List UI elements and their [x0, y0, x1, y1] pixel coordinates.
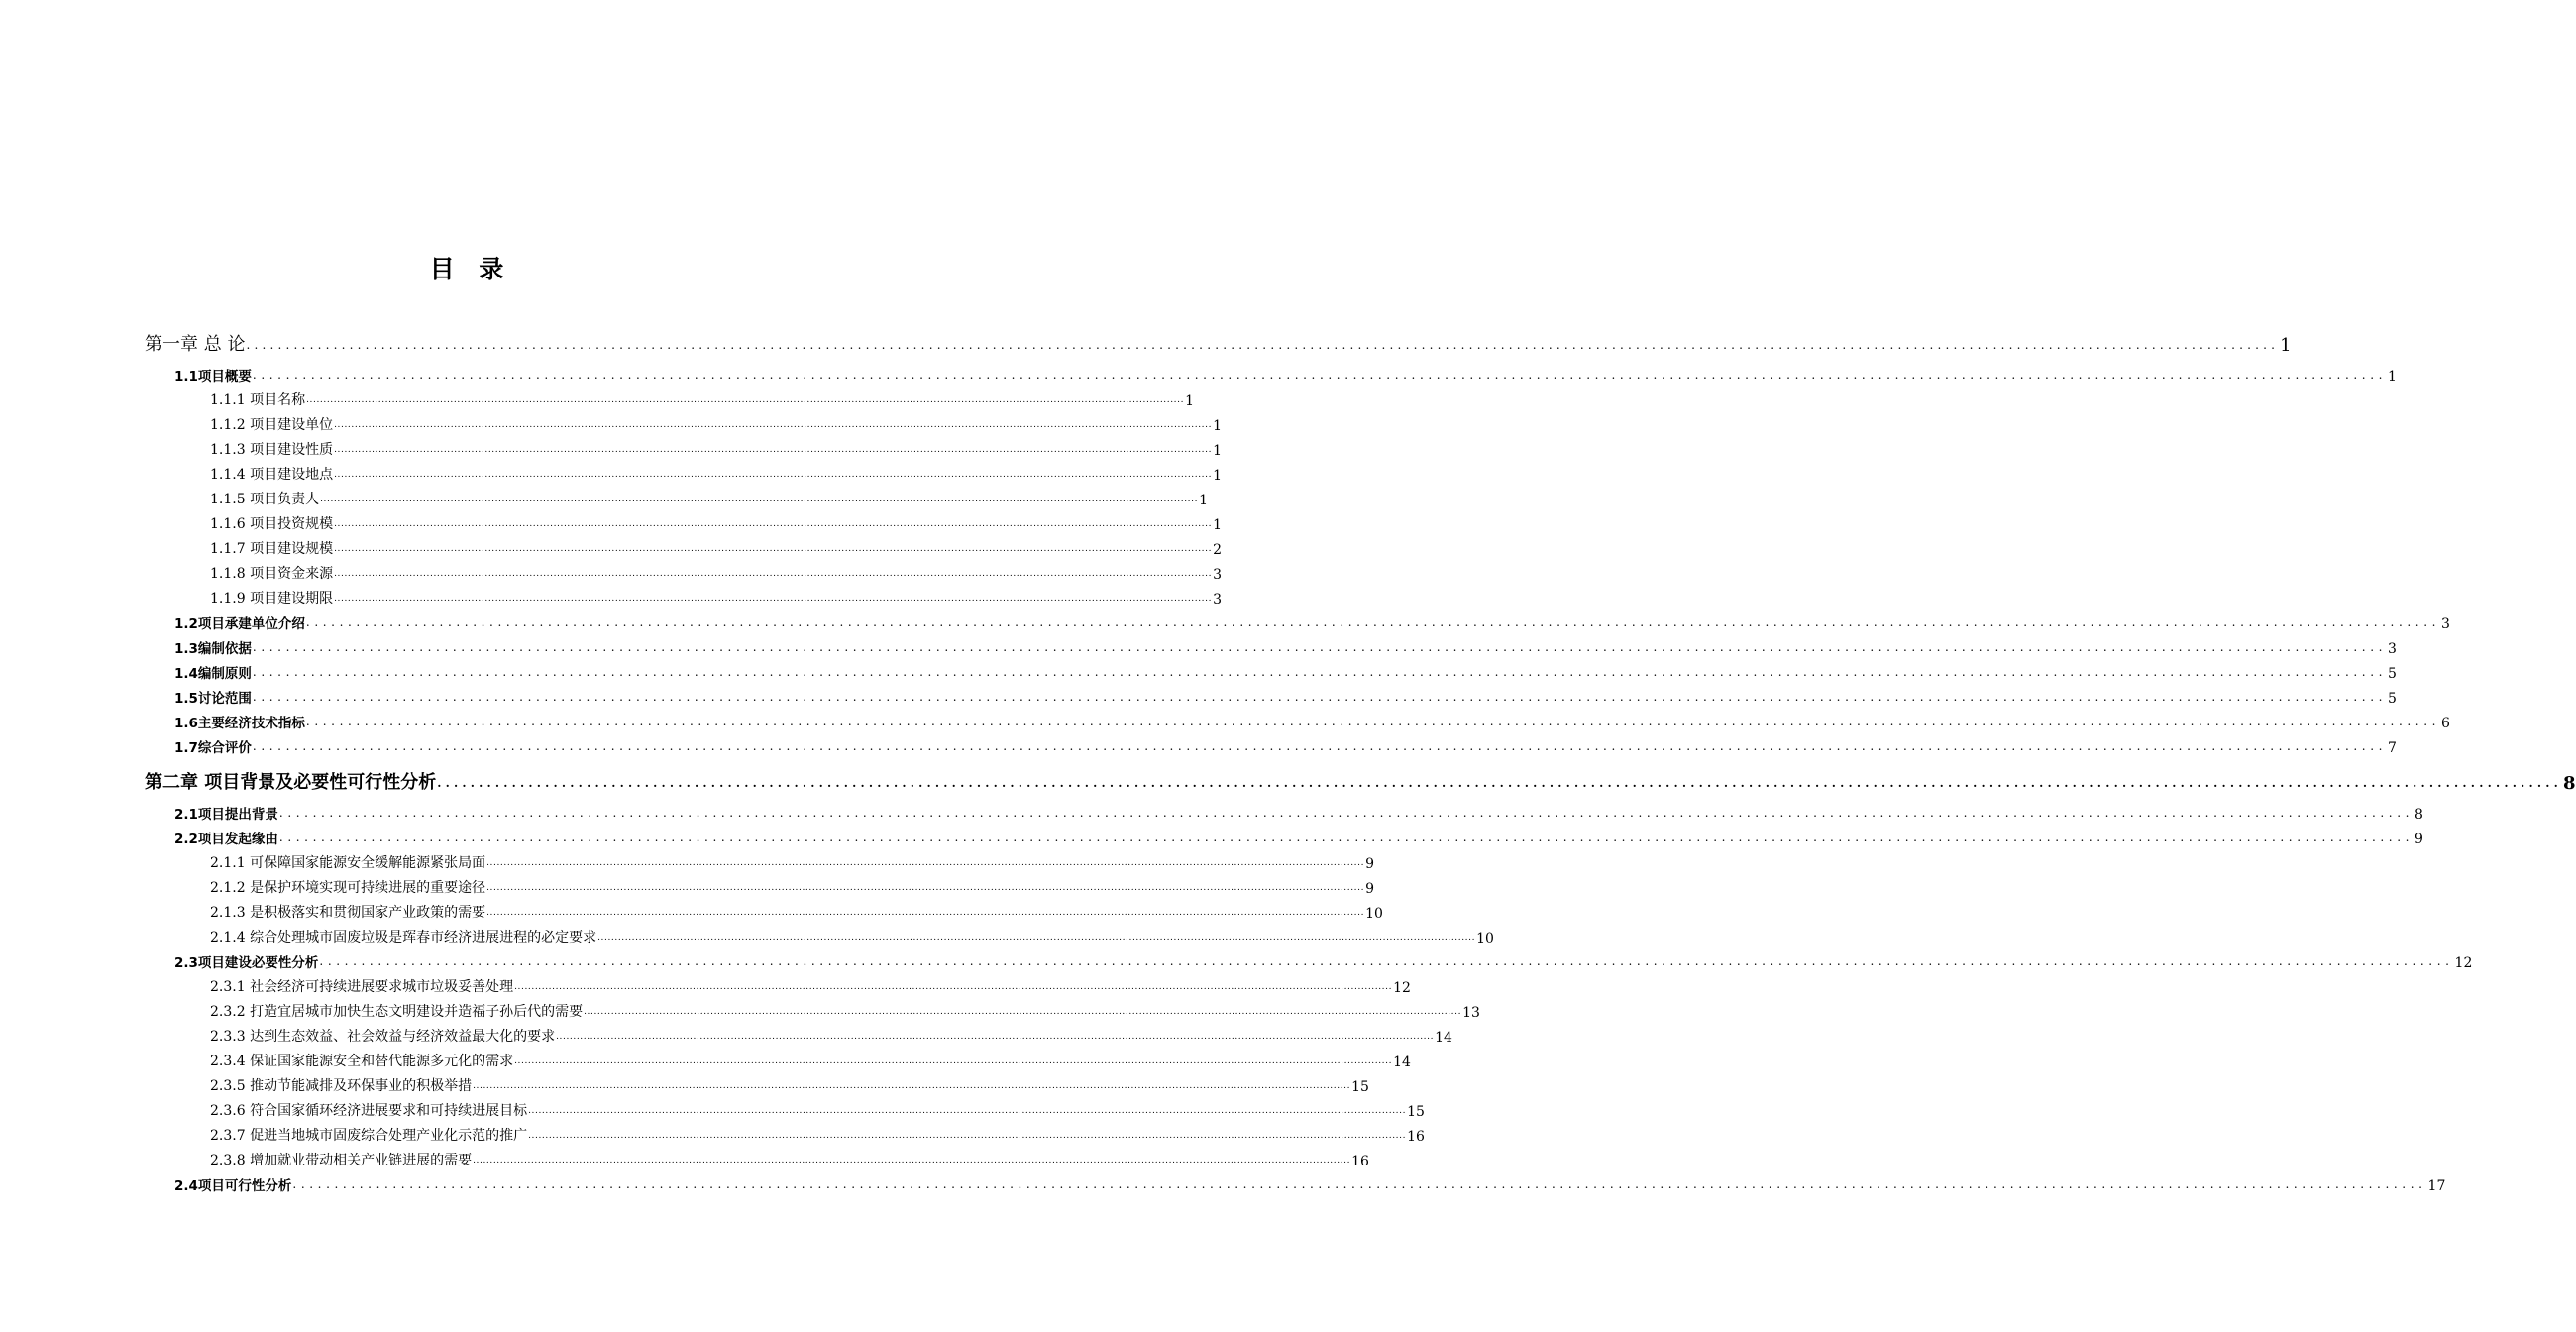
toc-entry-label: 1.6主要经济技术指标: [174, 716, 305, 731]
toc-page-number: 12: [2454, 955, 2473, 971]
dot-leader: ................................................................................................................................................................................................................................................................: [486, 908, 1365, 918]
dot-leader: ................................................................................................................................................................................................................................................................: [252, 368, 2388, 382]
toc-page-number: 3: [2441, 616, 2450, 632]
toc-subsection[interactable]: [210, 999, 1480, 1021]
toc-page-number: 15: [1351, 1079, 1369, 1095]
toc-entry-label: 第二章 项目背景及必要性可行性分析: [145, 772, 437, 793]
toc-page-number: 1: [1199, 493, 1208, 508]
dot-leader: ................................................................................................................................................................................................................................................................: [246, 338, 2280, 352]
toc-subsection[interactable]: [210, 850, 1374, 872]
toc-chapter[interactable]: [145, 330, 2292, 356]
toc-entry-label: 2.2项目发起缘由: [174, 832, 278, 847]
dot-leader: ................................................................................................................................................................................................................................................................: [278, 831, 2415, 844]
dot-leader: ................................................................................................................................................................................................................................................................: [473, 1081, 1351, 1091]
toc-entry-label: 1.7综合评价: [174, 740, 252, 756]
toc-page-number: 3: [1213, 592, 1222, 608]
toc-section[interactable]: [174, 1172, 2446, 1194]
toc-page-number: 1: [1213, 517, 1222, 533]
toc-subsection[interactable]: [210, 536, 1222, 558]
toc-subsection[interactable]: [210, 586, 1222, 608]
toc-entry-label: 1.1.1 项目名称: [210, 392, 306, 408]
toc-subsection[interactable]: [210, 1073, 1369, 1095]
toc-entry-label: 1.1.6 项目投资规模: [210, 516, 334, 532]
dot-leader: ................................................................................................................................................................................................................................................................: [320, 495, 1199, 504]
dot-leader: ................................................................................................................................................................................................................................................................: [305, 615, 2441, 629]
toc-entry-label: 第一章 总 论: [145, 334, 246, 355]
toc-entry-label: 1.1项目概要: [174, 369, 252, 385]
toc-page-number: 9: [2415, 832, 2423, 847]
dot-leader: ................................................................................................................................................................................................................................................................: [597, 933, 1476, 943]
toc-page-number: 1: [1185, 393, 1194, 409]
toc-entry-label: 2.3.6 符合国家循环经济进展要求和可持续进展目标: [210, 1103, 528, 1119]
toc-page-number: 7: [2388, 740, 2397, 756]
dot-leader: ................................................................................................................................................................................................................................................................: [319, 954, 2454, 968]
toc-entry-label: 1.1.9 项目建设期限: [210, 591, 334, 607]
toc-page-number: 6: [2441, 716, 2450, 731]
dot-leader: ................................................................................................................................................................................................................................................................: [252, 665, 2388, 679]
toc-page-number: 1: [2280, 335, 2292, 356]
toc-page-number: 16: [1351, 1154, 1369, 1169]
toc-entry-label: 2.4项目可行性分析: [174, 1178, 292, 1194]
toc-page-number: 9: [1365, 881, 1374, 897]
dot-leader: ................................................................................................................................................................................................................................................................: [252, 739, 2388, 753]
toc-subsection[interactable]: [210, 1123, 1425, 1145]
toc-page-number: 17: [2427, 1178, 2446, 1194]
toc-page-number: 14: [1393, 1054, 1411, 1070]
dot-leader: ................................................................................................................................................................................................................................................................: [334, 544, 1213, 554]
toc-entry-label: 1.1.8 项目资金来源: [210, 566, 334, 582]
toc-page-number: 14: [1435, 1030, 1452, 1046]
toc-entry-label: 1.5讨论范围: [174, 691, 252, 707]
toc-page-number: 5: [2388, 691, 2397, 707]
toc-section[interactable]: [174, 826, 2423, 847]
dot-leader: ................................................................................................................................................................................................................................................................: [252, 690, 2388, 704]
toc-entry-label: 1.2项目承建单位介绍: [174, 616, 305, 632]
toc-section[interactable]: [174, 635, 2397, 657]
toc-chapter[interactable]: [145, 768, 2576, 794]
toc-page-number: 15: [1407, 1104, 1425, 1120]
dot-leader: ................................................................................................................................................................................................................................................................: [334, 594, 1213, 604]
toc-section[interactable]: [174, 801, 2423, 823]
toc-entry-label: 2.3.3 达到生态效益、社会效益与经济效益最大化的要求: [210, 1029, 556, 1045]
toc-subsection[interactable]: [210, 1049, 1411, 1070]
dot-leader: ................................................................................................................................................................................................................................................................: [528, 1131, 1407, 1141]
toc-subsection[interactable]: [210, 900, 1383, 922]
toc-section[interactable]: [174, 734, 2397, 756]
toc-subsection[interactable]: [210, 925, 1494, 946]
toc-subsection[interactable]: [210, 875, 1374, 897]
toc-subsection[interactable]: [210, 1098, 1425, 1120]
toc-subsection[interactable]: [210, 561, 1222, 583]
toc-entry-label: 2.3.8 增加就业带动相关产业链进展的需要: [210, 1153, 473, 1168]
toc-section[interactable]: [174, 949, 2473, 971]
dot-leader: ................................................................................................................................................................................................................................................................: [486, 858, 1365, 868]
toc-entry-label: 2.3.4 保证国家能源安全和替代能源多元化的需求: [210, 1054, 514, 1069]
toc-page-number: 1: [1213, 468, 1222, 484]
dot-leader: ................................................................................................................................................................................................................................................................: [252, 640, 2388, 654]
dot-leader: ................................................................................................................................................................................................................................................................: [334, 445, 1213, 455]
toc-page-number: 8: [2562, 773, 2576, 794]
toc-subsection[interactable]: [210, 511, 1222, 533]
dot-leader: ................................................................................................................................................................................................................................................................: [334, 420, 1213, 430]
toc-page-number: 5: [2388, 666, 2397, 682]
toc-subsection[interactable]: [210, 388, 1194, 409]
toc-page-number: 1: [2388, 369, 2397, 385]
toc-subsection[interactable]: [210, 487, 1208, 508]
toc-entry-label: 2.3.1 社会经济可持续进展要求城市垃圾妥善处理: [210, 979, 514, 995]
toc-entry-label: 2.1项目提出背景: [174, 807, 278, 823]
toc-section[interactable]: [174, 685, 2397, 707]
toc-page-number: 3: [1213, 567, 1222, 583]
toc-subsection[interactable]: [210, 974, 1411, 996]
dot-leader: ................................................................................................................................................................................................................................................................: [305, 715, 2441, 728]
toc-page-number: 8: [2415, 807, 2423, 823]
toc-page-number: 3: [2388, 641, 2397, 657]
dot-leader: ................................................................................................................................................................................................................................................................: [334, 569, 1213, 579]
dot-leader: ................................................................................................................................................................................................................................................................: [556, 1032, 1435, 1042]
toc-section[interactable]: [174, 710, 2450, 731]
toc-page-number: 13: [1462, 1005, 1480, 1021]
toc-entry-label: 1.3编制依据: [174, 641, 252, 657]
toc-entry-label: 1.1.3 项目建设性质: [210, 442, 334, 458]
toc-page-number: 1: [1213, 443, 1222, 459]
dot-leader: ................................................................................................................................................................................................................................................................: [306, 395, 1185, 405]
toc-page-number: 1: [1213, 418, 1222, 434]
toc-page-number: 9: [1365, 856, 1374, 872]
toc-entry-label: 2.1.3 是积极落实和贯彻国家产业政策的需要: [210, 905, 486, 921]
toc-entry-label: 2.1.1 可保障国家能源安全缓解能源紧张局面: [210, 855, 486, 871]
toc-entry-label: 2.3.2 打造宜居城市加快生态文明建设并造福子孙后代的需要: [210, 1004, 584, 1020]
page-title: 目 录: [429, 255, 512, 283]
dot-leader: ................................................................................................................................................................................................................................................................: [334, 470, 1213, 480]
dot-leader: ................................................................................................................................................................................................................................................................: [584, 1007, 1462, 1017]
dot-leader: ................................................................................................................................................................................................................................................................: [334, 519, 1213, 529]
toc-entry-label: 1.1.4 项目建设地点: [210, 467, 334, 483]
toc-page-number: 12: [1393, 980, 1411, 996]
dot-leader: ................................................................................................................................................................................................................................................................: [514, 1056, 1393, 1066]
toc-page-number: 2: [1213, 542, 1222, 558]
toc-entry-label: 2.3.7 促进当地城市固废综合处理产业化示范的推广: [210, 1128, 528, 1144]
toc-entry-label: 2.1.4 综合处理城市固废垃圾是珲春市经济进展进程的必定要求: [210, 930, 597, 945]
dot-leader: ................................................................................................................................................................................................................................................................: [437, 776, 2562, 790]
toc-page-number: 16: [1407, 1129, 1425, 1145]
toc-entry-label: 2.3.5 推动节能减排及环保事业的积极举措: [210, 1078, 473, 1094]
dot-leader: ................................................................................................................................................................................................................................................................: [292, 1177, 2427, 1191]
toc-subsection[interactable]: [210, 1148, 1369, 1169]
toc-page-number: 10: [1365, 906, 1383, 922]
dot-leader: ................................................................................................................................................................................................................................................................: [473, 1156, 1351, 1166]
dot-leader: ................................................................................................................................................................................................................................................................: [514, 982, 1393, 992]
toc-section[interactable]: [174, 660, 2397, 682]
toc-section[interactable]: [174, 363, 2397, 385]
toc-entry-label: 1.1.2 项目建设单位: [210, 417, 334, 433]
dot-leader: ................................................................................................................................................................................................................................................................: [528, 1106, 1407, 1116]
dot-leader: ................................................................................................................................................................................................................................................................: [278, 806, 2415, 820]
toc-entry-label: 1.4编制原则: [174, 666, 252, 682]
toc-subsection[interactable]: [210, 462, 1222, 484]
toc-subsection[interactable]: [210, 437, 1222, 459]
toc-subsection[interactable]: [210, 412, 1222, 434]
toc-entry-label: 1.1.5 项目负责人: [210, 492, 320, 507]
toc-entry-label: 2.3项目建设必要性分析: [174, 955, 319, 971]
toc-page-number: 10: [1476, 931, 1494, 946]
toc-subsection[interactable]: [210, 1024, 1452, 1046]
toc-entry-label: 1.1.7 项目建设规模: [210, 541, 334, 557]
toc-section[interactable]: [174, 610, 2450, 632]
dot-leader: ................................................................................................................................................................................................................................................................: [486, 883, 1365, 893]
toc-entry-label: 2.1.2 是保护环境实现可持续进展的重要途径: [210, 880, 486, 896]
